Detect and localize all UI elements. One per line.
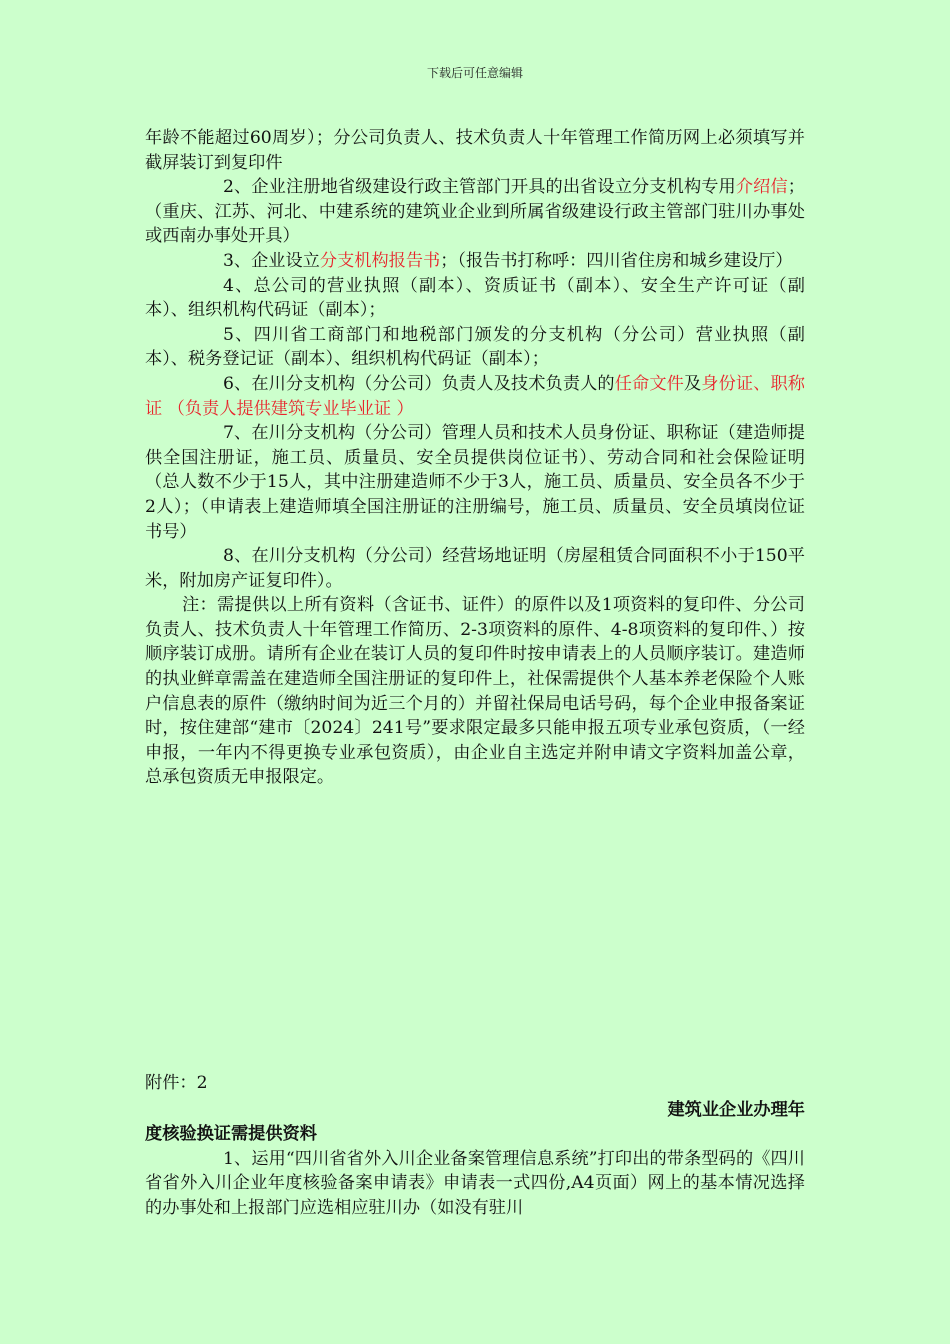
paragraph-item-2: 2、企业注册地省级建设行政主管部门开具的出省设立分支机构专用介绍信；（重庆、江苏、河北、中建系统的建筑业企业到所属省级建设行政主管部门驻川办事处或西南办事处开具） (145, 177, 805, 247)
document-body (145, 126, 805, 790)
attachment-section (145, 1071, 805, 1221)
paragraph-item-3: 3、企业设立分支机构报告书；（报告书打称呼：四川省住房和城乡建设厅） (223, 250, 793, 271)
page-header: 下载后可任意编辑 (426, 66, 523, 80)
highlight-branch-report: 分支机构报告书 (319, 250, 441, 271)
attachment-label: 附件：2 (145, 1073, 208, 1093)
highlight-id-title: 身份证、职称证 （负责人提供建筑专业毕业证 ） (145, 373, 805, 419)
highlight-intro-letter: 介绍信 (735, 177, 788, 198)
paragraph-item-6: 6、在川分支机构（分公司）负责人及技术负责人的任命文件及身份证、职称证 （负责人提供建筑专业毕业证 ） (145, 373, 805, 419)
paragraph-item-5: 5、四川省工商部门和地税部门颁发的分支机构（分公司）营业执照（副本）、税务登记证（副本）、组织机构代码证（副本）； (145, 324, 805, 370)
paragraph-item-7: 7、在川分支机构（分公司）管理人员和技术人员身份证、职称证（建造师提供全国注册证，施工员、质量员、安全员提供岗位证书）、劳动合同和社会保险证明（总人数不少于15人，其中注册建造师不少于3人，施工员、质量员、安全员各不少于2人）；（申请表上建造师填全国注册证的注册编号，施工员、质量员、安全员填岗位证书号） (145, 423, 805, 542)
paragraph-item-8: 8、在川分支机构（分公司）经营场地证明（房屋租赁合同面积不小于150平米，附加房产证复印件）。 (145, 546, 805, 591)
attachment-title-line2: 度核验换证需提供资料 (145, 1124, 317, 1145)
attachment-paragraph-1: 1、运用“四川省省外入川企业备案管理信息系统”打印出的带条型码的《四川省省外入川企业年度核验备案申请表》申请表一式四份,A4页面）网上的基本情况选择的办事处和上报部门应选相应驻川办（如没有驻川 (145, 1148, 805, 1218)
paragraph-age-limit: 年龄不能超过60周岁）；分公司负责人、技术负责人十年管理工作简历网上必须填写并截屏装订到复印件 (145, 128, 805, 173)
attachment-title-line1: 建筑业企业办理年 (667, 1099, 805, 1120)
paragraph-note: 注：需提供以上所有资料（含证书、证件）的原件以及1项资料的复印件、分公司负责人、技术负责人十年管理工作简历、2-3项资料的原件、4-8项资料的复印件、）按顺序装订成册。请所有企业在装订人员的复印件时按申请表上的人员顺序装订。建造师的执业鲜章需盖在建造师全国注册证的复印件上，社保需提供个人基本养老保险个人账户信息表的原件（缴纳时间为近三个月的）并留社保局电话号码，每个企业申报备案证时，按住建部“建市〔2024〕241号”要求限定最多只能申报五项专业承包资质，（一经申报，一年内不得更换专业承包资质），由企业自主选定并附申请文字资料加盖公章，总承包资质无申报限定。 (145, 595, 805, 788)
paragraph-item-4: 4、总公司的营业执照（副本）、资质证书（副本）、安全生产许可证（副本）、组织机构代码证（副本）； (145, 275, 805, 321)
highlight-appointment: 任命文件 (614, 373, 684, 394)
